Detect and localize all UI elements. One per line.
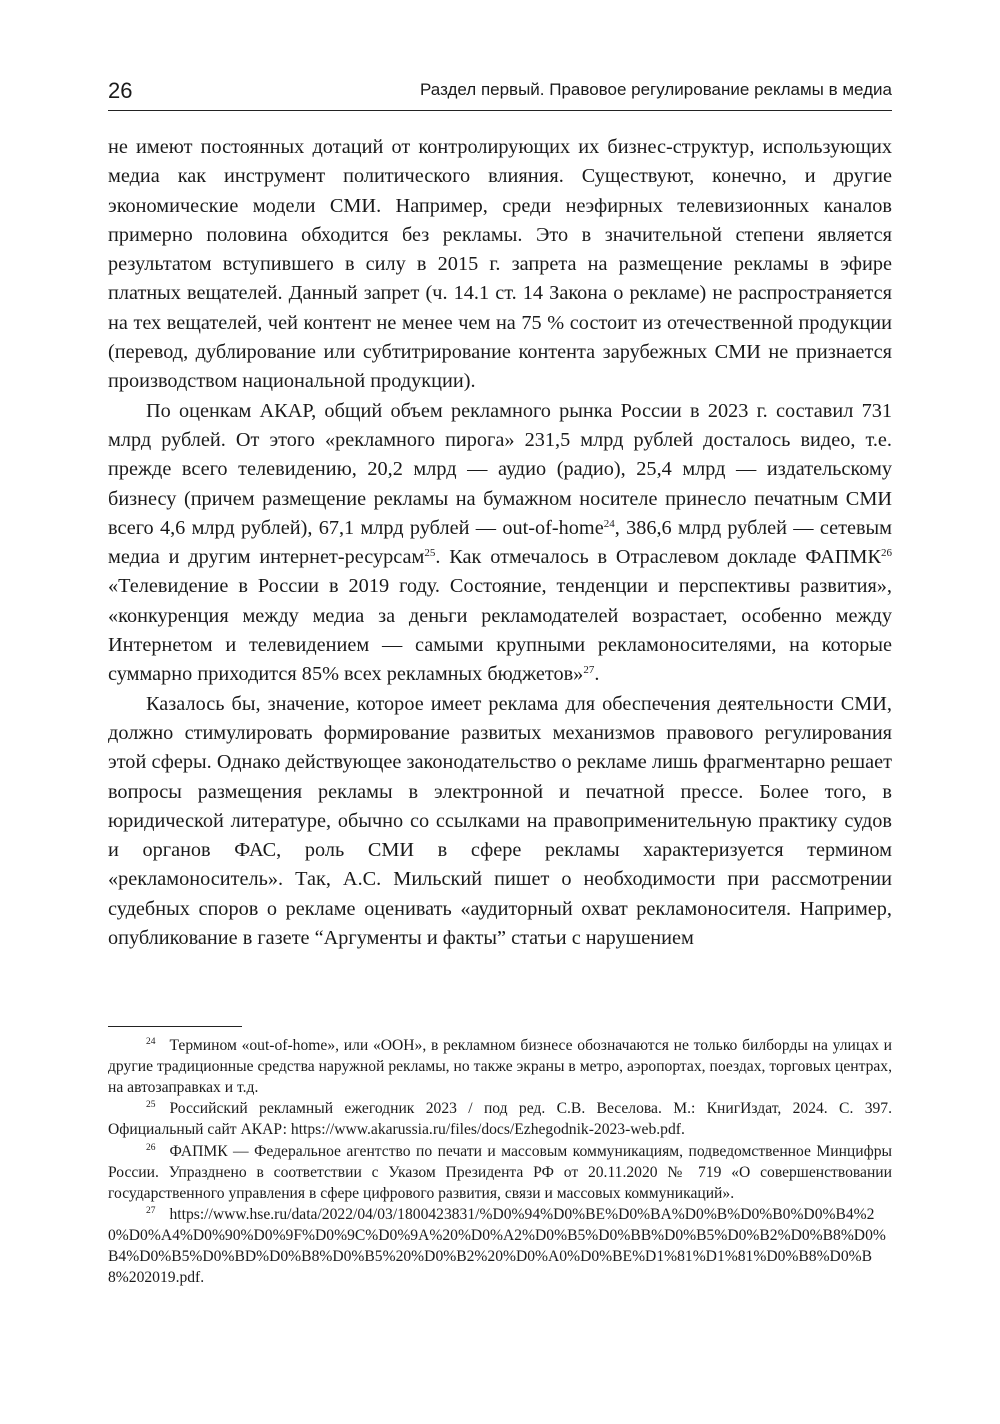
text-segment: . Как отмечалось в Отраслевом докладе ФАПМК (435, 546, 881, 569)
footnote-26 (108, 1142, 892, 1204)
page-header (108, 70, 892, 111)
footnote-ref-27[interactable]: 27 (583, 664, 595, 677)
footnote-ref-24[interactable]: 24 (603, 517, 615, 530)
text-segment: «Телевидение в России в 2019 году. Состояние, тенденции и перспективы развития», «конкуренция между медиа за деньги рекламодателей возрастает, особенно между Интернетом и телевидением — самыми крупными рекламоносителями, на которые суммарно приходится 85% всех рекламных бюджетов» (108, 575, 892, 686)
footnote-url-link[interactable]: https://www.hse.ru/data/2022/04/03/1800423831/%D0%94%D0%BE%D0%BA%D0%B%D0%B0%D0%B4%20%D0%A4%D0%90%D0%9F%D0%9C%D0%9A%20%D0%A2%D0%B5%D0%BB%D0%B5%D0%B2%D0%B8%D0%B4%D0%B5%D0%BD%D0%B8%D0%B5%20%D0%B2%20%D0%A0%D0%BE%D1%81%D1%81%D0%B8%D0%B8%202019.pdf. (108, 1206, 886, 1286)
footnote-text: Термином «out-of-home», или «OOH», в рекламном бизнесе обозначаются не только билборды на улицах и другие традиционные средства наружной рекламы, но также экраны в метро, аэропортах, поездах, торговых центрах, на автозаправках и т.д. (108, 1037, 892, 1096)
paragraph-2 (108, 397, 892, 690)
footnote-number: 27 (146, 1206, 156, 1217)
footnote-27 (108, 1205, 892, 1288)
footnote-number: 26 (146, 1142, 156, 1153)
paragraph-1: не имеют постоянных дотаций от контролирующих их бизнес-структур, использующих медиа как инструмент политического влияния. Существуют, конечно, и другие экономические модели СМИ. Например, среди неэфирных телевизионных каналов примерно половина обходится без рекламы. Это в значительной степени является результатом вступившего в силу в 2015 г. запрета на размещение рекламы в эфире платных вещателей. Данный запрет (ч. 14.1 ст. 14 Закона о рекламе) не распространяется на тех вещателей, чей контент не менее чем на 75 % состоит из отечественной продукции (перевод, дублирование или субтитрирование контента зарубежных СМИ не признается производством национальной продукции). (108, 136, 892, 393)
text-segment: . (594, 663, 600, 686)
footnote-ref-25[interactable]: 25 (424, 547, 436, 560)
footnote-separator (108, 1026, 242, 1027)
footnote-24 (108, 1036, 892, 1098)
footnote-text: Российский рекламный ежегодник 2023 / под ред. С.В. Веселова. М.: КнигИздат, 2024. С. 397. Официальный сайт АКАР: https://www.akarussia.ru/files/docs/Ezhegodnik-2023-web.pdf. (108, 1100, 892, 1139)
main-text (108, 133, 892, 953)
running-head: Раздел первый. Правовое регулирование рекламы в медиа (420, 80, 892, 99)
page-number: 26 (108, 78, 133, 103)
footnotes-section (108, 1036, 892, 1290)
text-segment: По оценкам АКАР, общий объем рекламного рынка России в 2023 г. составил 731 млрд рублей. От этого «рекламного пирога» 231,5 млрд рублей досталось видео, т.е. прежде всего телевидению, 20,2 млрд — аудио (радио), 25,4 млрд — издательскому бизнесу (причем размещение рекламы на бумажном носителе принесло печатным СМИ всего 4,6 млрд рублей), 67,1 млрд рублей — out-of-home (108, 399, 892, 539)
footnote-25 (108, 1099, 892, 1141)
paragraph-3: Казалось бы, значение, которое имеет реклама для обеспечения деятельности СМИ, должно стимулировать формирование развитых механизмов правового регулирования этой сферы. Однако действующее законодательство о рекламе лишь фрагментарно решает вопросы размещения рекламы в электронной и печатной прессе. Более того, в юридической литературе, обычно со ссылками на правоприменительную практику судов и органов ФАС, роль СМИ в сфере рекламы характеризуется термином «рекламоноситель». Так, А.С. Мильский пишет о необходимости при рассмотрении судебных споров о рекламе оценивать «аудиторный охват рекламоносителя. Например, опубликование в газете “Аргументы и факты” статьи с нарушением (108, 692, 892, 950)
footnote-text: ФАПМК — Федеральное агентство по печати и массовым коммуникациям, подведомственное Минцифры России. Упразднено в соответствии с Указом Президента РФ от 20.11.2020 № 719 «О совершенствовании государственного управления в сфере цифрового развития, связи и массовых коммуникаций». (108, 1142, 892, 1202)
footnote-number: 24 (146, 1037, 156, 1047)
footnote-number: 25 (146, 1100, 156, 1111)
text-segment: , 386,6 млрд рублей — сетевым медиа и другим интернет-ресурсам (108, 516, 892, 569)
footnote-ref-26[interactable]: 26 (881, 547, 892, 560)
